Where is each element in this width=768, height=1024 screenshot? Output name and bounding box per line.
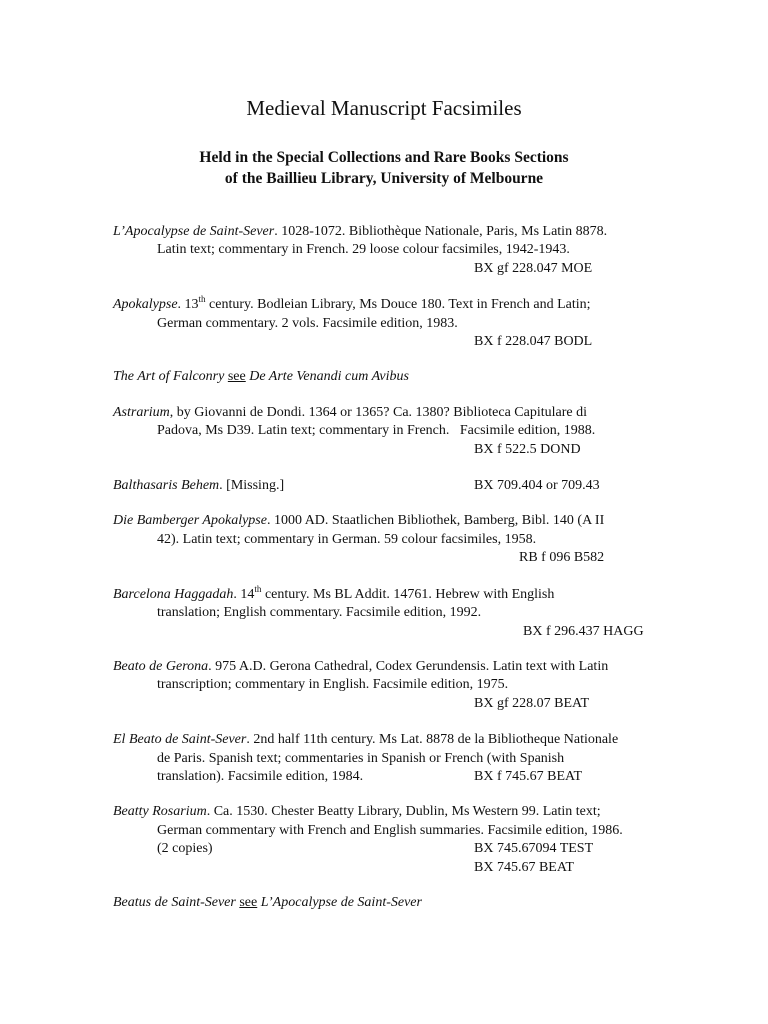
catalogue-entry: Astrarium, by Giovanni de Dondi. 1364 or 1365? Ca. 1380? Biblioteca Capitulare di Padova, Ms D39. Latin text; commentary in French. Facsimile edition, 1988. BX f 522.5 DOND (113, 404, 673, 459)
entry-details: . 1028-1072. Bibliothèque Nationale, Paris, Ms Latin 8878. (274, 224, 608, 239)
entry-details-line: translation). Facsimile edition, 1984. (157, 768, 364, 784)
catalogue-entry: Die Bamberger Apokalypse. 1000 AD. Staatlichen Bibliothek, Bamberg, Bibl. 140 (A II 42). Latin text; commentary in German. 59 colour facsimiles, 1958. RB f 096 B582 (113, 512, 673, 567)
see-reference: see (239, 894, 258, 910)
catalogue-entry: Barcelona Haggadah. 14th century. Ms BL Addit. 14761. Hebrew with English translation; English commentary. Facsimile edition, 1992. BX f 296.437 HAGG (113, 586, 673, 641)
cross-reference-entry (113, 894, 673, 912)
entry-details-line: Latin text; commentary in French. 29 loose colour facsimiles, 1942-1943. (157, 242, 570, 258)
entry-title: Barcelona Haggadah (113, 586, 234, 602)
entry-title: El Beato de Saint-Sever (113, 732, 247, 748)
entry-title: Die Bamberger Apokalypse (113, 513, 267, 529)
call-number: BX gf 228.07 BEAT (474, 695, 590, 711)
catalogue-entry: Beato de Gerona. 975 A.D. Gerona Cathedral, Codex Gerundensis. Latin text with Latin transcription; commentary in English. Facsimile edition, 1975. BX gf 228.07 BEAT (113, 658, 673, 713)
reference-target: De Arte Venandi cum Avibus (249, 369, 409, 385)
call-number: BX gf 228.047 MOE (474, 260, 593, 276)
cross-reference-entry (113, 368, 673, 386)
catalogue-entry: Apokalypse. 13th century. Bodleian Library, Ms Douce 180. Text in French and Latin; German commentary. 2 vols. Facsimile edition, 1983. BX f 228.047 BODL (113, 296, 673, 351)
call-number: RB f 096 B582 (519, 550, 605, 566)
entry-title: Beatus de Saint-Sever (113, 894, 236, 910)
entry-details-line: (2 copies) (157, 841, 213, 857)
subtitle-line-1: Held in the Special Collections and Rare Books Sections (199, 149, 569, 166)
page-subtitle (0, 147, 768, 189)
call-number: BX f 745.67 BEAT (474, 768, 583, 784)
reference-target: L’Apocalypse de Saint-Sever (260, 894, 422, 910)
entry-title: The Art of Falconry (113, 369, 225, 385)
entry-details-line: Padova, Ms D39. Latin text; commentary in French. Facsimile edition, 1988. (157, 423, 596, 439)
catalogue-entry (113, 223, 673, 278)
call-number: BX 709.404 or 709.43 (474, 478, 600, 494)
page-title: Medieval Manuscript Facsimiles (246, 96, 522, 120)
entry-title: L’Apocalypse de Saint-Sever (113, 224, 275, 239)
entry-details-line: translation; English commentary. Facsimile edition, 1992. (157, 605, 482, 621)
entry-title: Astrarium (113, 404, 170, 420)
call-number: BX f 228.047 BODL (474, 334, 593, 350)
see-reference: see (227, 369, 246, 385)
entry-details-line: German commentary with French and English summaries. Facsimile edition, 1986. (157, 822, 623, 838)
entry-details-line: 42). Latin text; commentary in German. 59 colour facsimiles, 1958. (157, 531, 537, 547)
call-number: BX f 522.5 DOND (474, 441, 581, 457)
call-number: BX f 296.437 HAGG (523, 623, 644, 639)
entry-details-line: de Paris. Spanish text; commentaries in Spanish or French (with Spanish (157, 750, 565, 766)
catalogue-entry: Balthasaris Behem. [Missing.] BX 709.404 or 709.43 (113, 477, 673, 495)
catalogue-entries (113, 223, 673, 912)
entry-details-line: German commentary. 2 vols. Facsimile edition, 1983. (157, 315, 458, 331)
entry-details-line: transcription; commentary in English. Facsimile edition, 1975. (157, 677, 509, 693)
entry-title: Balthasaris Behem (113, 478, 220, 494)
subtitle-line-2: of the Baillieu Library, University of Melbourne (224, 170, 544, 187)
call-number: BX 745.67 BEAT (474, 859, 574, 875)
catalogue-entry: Beatty Rosarium. Ca. 1530. Chester Beatty Library, Dublin, Ms Western 99. Latin text; German commentary with French and English summaries. Facsimile edition, 1986. (2 copies) BX 745.67094 TEST BX 745.67 BEAT (113, 803, 673, 877)
entry-title: Beatty Rosarium (113, 804, 207, 820)
entry-title: Beato de Gerona (113, 658, 209, 674)
call-number: BX 745.67094 TEST (474, 841, 594, 857)
catalogue-entry: El Beato de Saint-Sever. 2nd half 11th century. Ms Lat. 8878 de la Bibliotheque Nationale de Paris. Spanish text; commentaries in Spanish or French (with Spanish translation). Facsimile edition, 1984. BX f 745.67 BEAT (113, 731, 673, 786)
entry-title: Apokalypse (113, 297, 178, 313)
